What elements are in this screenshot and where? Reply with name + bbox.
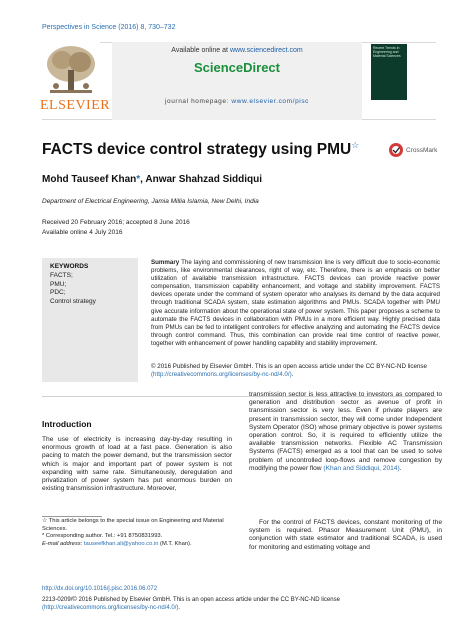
abstract-summary (151, 259, 440, 348)
available-prefix: Available online at (171, 47, 230, 54)
keywords-heading: KEYWORDS (50, 263, 89, 270)
journal-homepage-link[interactable]: www.elsevier.com/pisc (231, 98, 310, 105)
journal-reference[interactable]: Perspectives in Science (2016) 8, 730–732 (42, 24, 176, 31)
first-author: Mohd Tauseef Khan (42, 174, 137, 185)
summary-body: The laying and commissioning of new transmission line is very difficult due to socio-economic problems, like environmental clearances, right of way, etc. Therefore, there is an emphasis on better utilization of available transmission infrastructure. FACTS devices can provide reactive power compensation, transmission capability enhancement, and voltage and stability improvement. FACTS devices operate under the command of system operator who analyses its demand by the data acquired through traditional SCADA system, state estimation algorithms and PMUs. SCADA together with PMU give accurate information about the operational state of power system. This paper proposes a scheme to automate the FACTS devices in collaboration with PMUs in a more efficient way. Highly precised data from PMUs can be fed to intelligent controllers for effective analyzing and automating the FACTS device through control command. Thus, this combination can provide real time control of reactive power, together with enhancement of power handling capability and stability improvement. (151, 259, 440, 347)
received-dates: Received 20 February 2016; accepted 8 June 2016 (42, 219, 190, 226)
right-column-text: transmission sector is less attractive to investors as compared to generation and distribution sector as avenue of profit in transmission sector is very less. Even if private players are present in transmission sector, they will come under Independent System Operator (ISO) whose primary objective is power systems operation control. So, it is required to efficiently utilize the available transmission networks. Flexible AC Transmission Systems (FACTS) emerged as a tool that can be used to solve problem of uncontrolled loop-flows and remove congestion by modifying the power flow (249, 391, 442, 472)
footnote-rule (42, 516, 102, 517)
special-issue-footnote: ☆ This article belongs to the special issue on Engineering and Material Sciences. (42, 518, 224, 532)
summary-label: Summary (151, 259, 180, 266)
article-title-text: FACTS device control strategy using PMU (42, 141, 352, 159)
footer-license-end: . (178, 605, 181, 611)
abstract-copyright (151, 363, 440, 379)
footer-license-link[interactable]: (http://creativecommons.org/licenses/by-nc-nd/4.0/) (42, 605, 179, 611)
author-list (42, 174, 262, 185)
elsevier-tree-logo (42, 42, 100, 98)
keyword-item: PDC; (50, 289, 66, 296)
copyright-end: . (291, 371, 294, 379)
corresponding-author-marker[interactable]: * (136, 174, 141, 185)
doi-link[interactable]: http://dx.doi.org/10.1016/j.pisc.2016.06.072 (42, 586, 158, 592)
elsevier-wordmark: ELSEVIER (40, 98, 111, 113)
corresponding-author-footnote: * Corresponding author. Tel.: +91 8750831993. (42, 533, 163, 539)
homepage-prefix: journal homepage: (164, 98, 232, 105)
article-title (42, 140, 359, 159)
keyword-item: PMU; (50, 280, 67, 288)
keywords-list (50, 272, 96, 306)
sciencedirect-logo[interactable]: ScienceDirect (194, 60, 280, 75)
keyword-item: Control strategy (50, 297, 96, 305)
email-end: (M.T. Khan). (158, 540, 192, 547)
affiliation: Department of Electrical Engineering, Jamia Millia Islamia, New Delhi, India (42, 198, 259, 205)
journal-homepage-line (112, 98, 362, 105)
body-right-column (249, 391, 442, 473)
citation-link[interactable]: (Khan and Siddiqui, 2014) (323, 464, 400, 472)
available-online-line (112, 47, 362, 54)
available-online-date: Available online 4 July 2016 (42, 229, 123, 236)
sciencedirect-link[interactable]: www.sciencedirect.com (229, 47, 303, 54)
footnotes (42, 518, 232, 548)
co-authors: , Anwar Shahzad Siddiqui (140, 174, 263, 185)
footer-license (42, 596, 442, 612)
body-right-column-paragraph-2: For the control of FACTS devices, constant monitoring of the system is required. Phasor Measurement Unit (PMU), in conjunction with state estimator and traditional SCADA, is used for monitoring and estimating voltage and (249, 519, 442, 551)
email-footnote (42, 541, 232, 549)
body-left-column: The use of electricity is increasing day-by-day resulting in enormous growth of load at a fast pace. Generation is also pacing to match the power demand, but the transmission sector which is major and important part of power system is not expanding with same rate. Simultaneously, deregulation and privatization of power system has put enormous burden on existing transmission infrastructure. Moreover, (42, 436, 232, 493)
copyright-text: © 2016 Published by Elsevier GmbH. This is an open access article under the CC BY-NC-ND license (151, 363, 427, 370)
crossmark-label[interactable]: CrossMark (406, 147, 438, 154)
email-link[interactable]: tauseefkhan.ali@yahoo.co.in (83, 540, 159, 547)
introduction-heading: Introduction (42, 419, 92, 429)
license-link[interactable]: (http://creativecommons.org/licenses/by-nc-nd/4.0/) (151, 371, 292, 379)
journal-cover-title: Recent Trends in Engineering and Material Sciences (373, 46, 401, 58)
title-footnote-marker[interactable]: ☆ (351, 140, 360, 150)
email-label: E-mail address: (42, 540, 84, 547)
keyword-item: FACTS; (50, 272, 73, 279)
right-column-end: . (399, 464, 402, 472)
footer-license-text: 2213-0209/© 2016 Published by Elsevier GmbH. This is an open access article under the CC BY-NC-ND license (42, 597, 340, 603)
